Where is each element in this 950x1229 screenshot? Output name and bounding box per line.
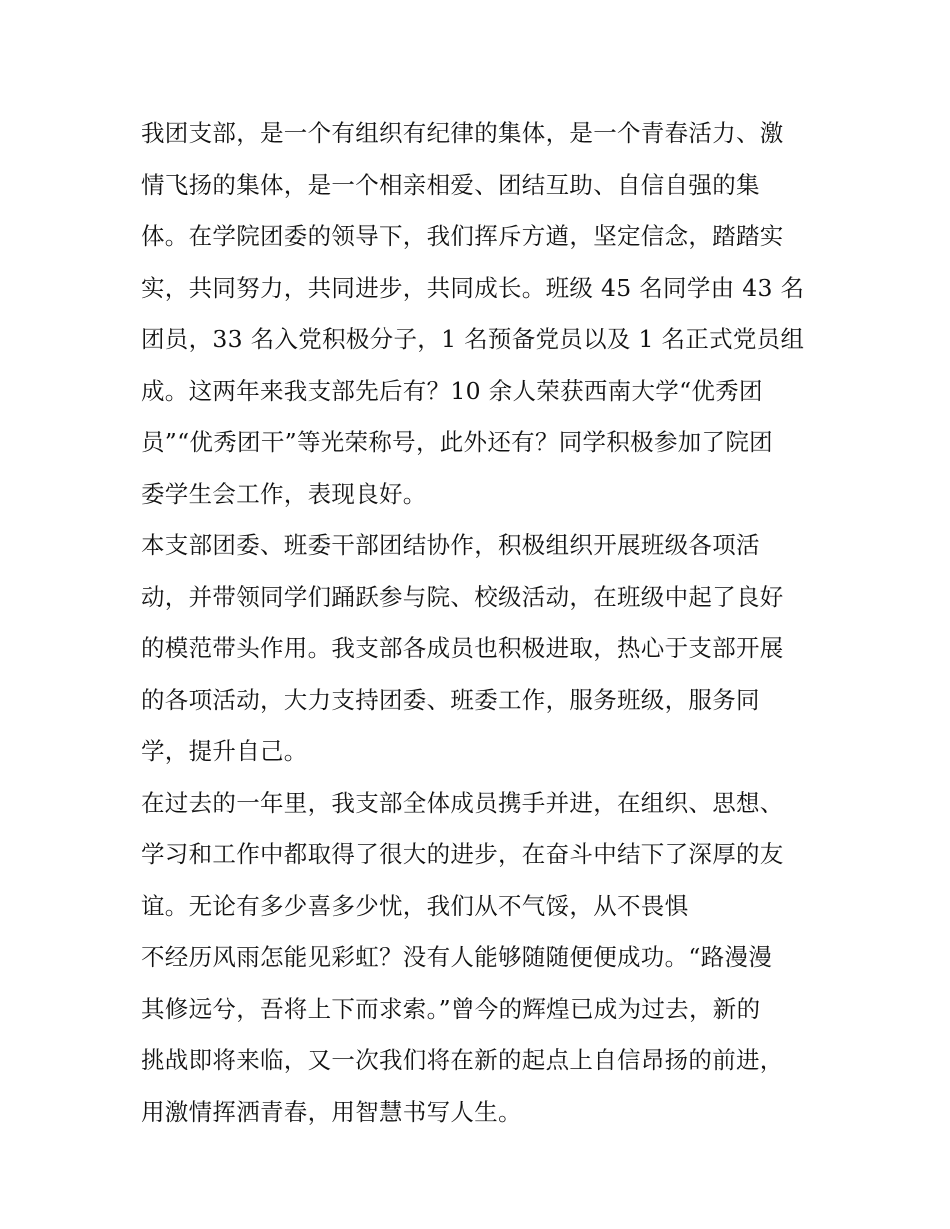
paragraph-1 <box>141 108 816 520</box>
document-body <box>141 108 816 1138</box>
text-line: 学，提升自己。 <box>141 737 308 765</box>
text-line: 情飞扬的集体，是一个相亲相爱、团结互助、自信自强的集 <box>141 170 760 199</box>
text-line: 学习和工作中都取得了很大的进步，在奋斗中结下了深厚的友 <box>141 840 784 868</box>
paragraph-2 <box>141 520 816 778</box>
text-line: 本支部团委、班委干部团结协作，积极组织开展班级各项活 <box>141 531 760 559</box>
text-line: 的各项活动，大力支持团委、班委工作，服务班级，服务同 <box>141 685 760 714</box>
text-line: 我团支部，是一个有组织有纪律的集体，是一个青春活力、激 <box>141 119 784 147</box>
text-line: 的模范带头作用。我支部各成员也积极进取，热心于支部开展 <box>141 634 784 662</box>
paragraph-3 <box>141 778 816 1139</box>
text-line: 实，共同努力，共同进步，共同成长。班级 45 名同学由 43 名 <box>141 273 805 302</box>
text-line: 委学生会工作，表现良好。 <box>141 479 427 508</box>
text-line: 在过去的一年里，我支部全体成员携手并进，在组织、思想、 <box>141 788 784 817</box>
text-line: 员”“优秀团干”等光荣称号，此外还有？同学积极参加了院团 <box>141 428 773 456</box>
text-line: 不经历风雨怎能见彩虹？没有人能够随随便便成功。“路漫漫 <box>141 943 773 971</box>
text-line: 谊。无论有多少喜多少忧，我们从不气馁，从不畏惧 <box>141 891 689 920</box>
text-line: 其修远兮，吾将上下而求索。”曾今的辉煌已成为过去，新的 <box>141 994 761 1023</box>
text-line: 挑战即将来临，又一次我们将在新的起点上自信昂扬的前进， <box>141 1046 784 1074</box>
text-line: 用激情挥洒青春，用智慧书写人生。 <box>141 1097 522 1126</box>
text-line: 团员，33 名入党积极分子，1 名预备党员以及 1 名正式党员组 <box>141 325 805 353</box>
text-line: 体。在学院团委的领导下，我们挥斥方遒，坚定信念，踏踏实 <box>141 222 784 250</box>
text-line: 成。这两年来我支部先后有？10 余人荣获西南大学“优秀团 <box>141 376 763 405</box>
text-line: 动，并带领同学们踊跃参与院、校级活动，在班级中起了良好 <box>141 582 784 611</box>
